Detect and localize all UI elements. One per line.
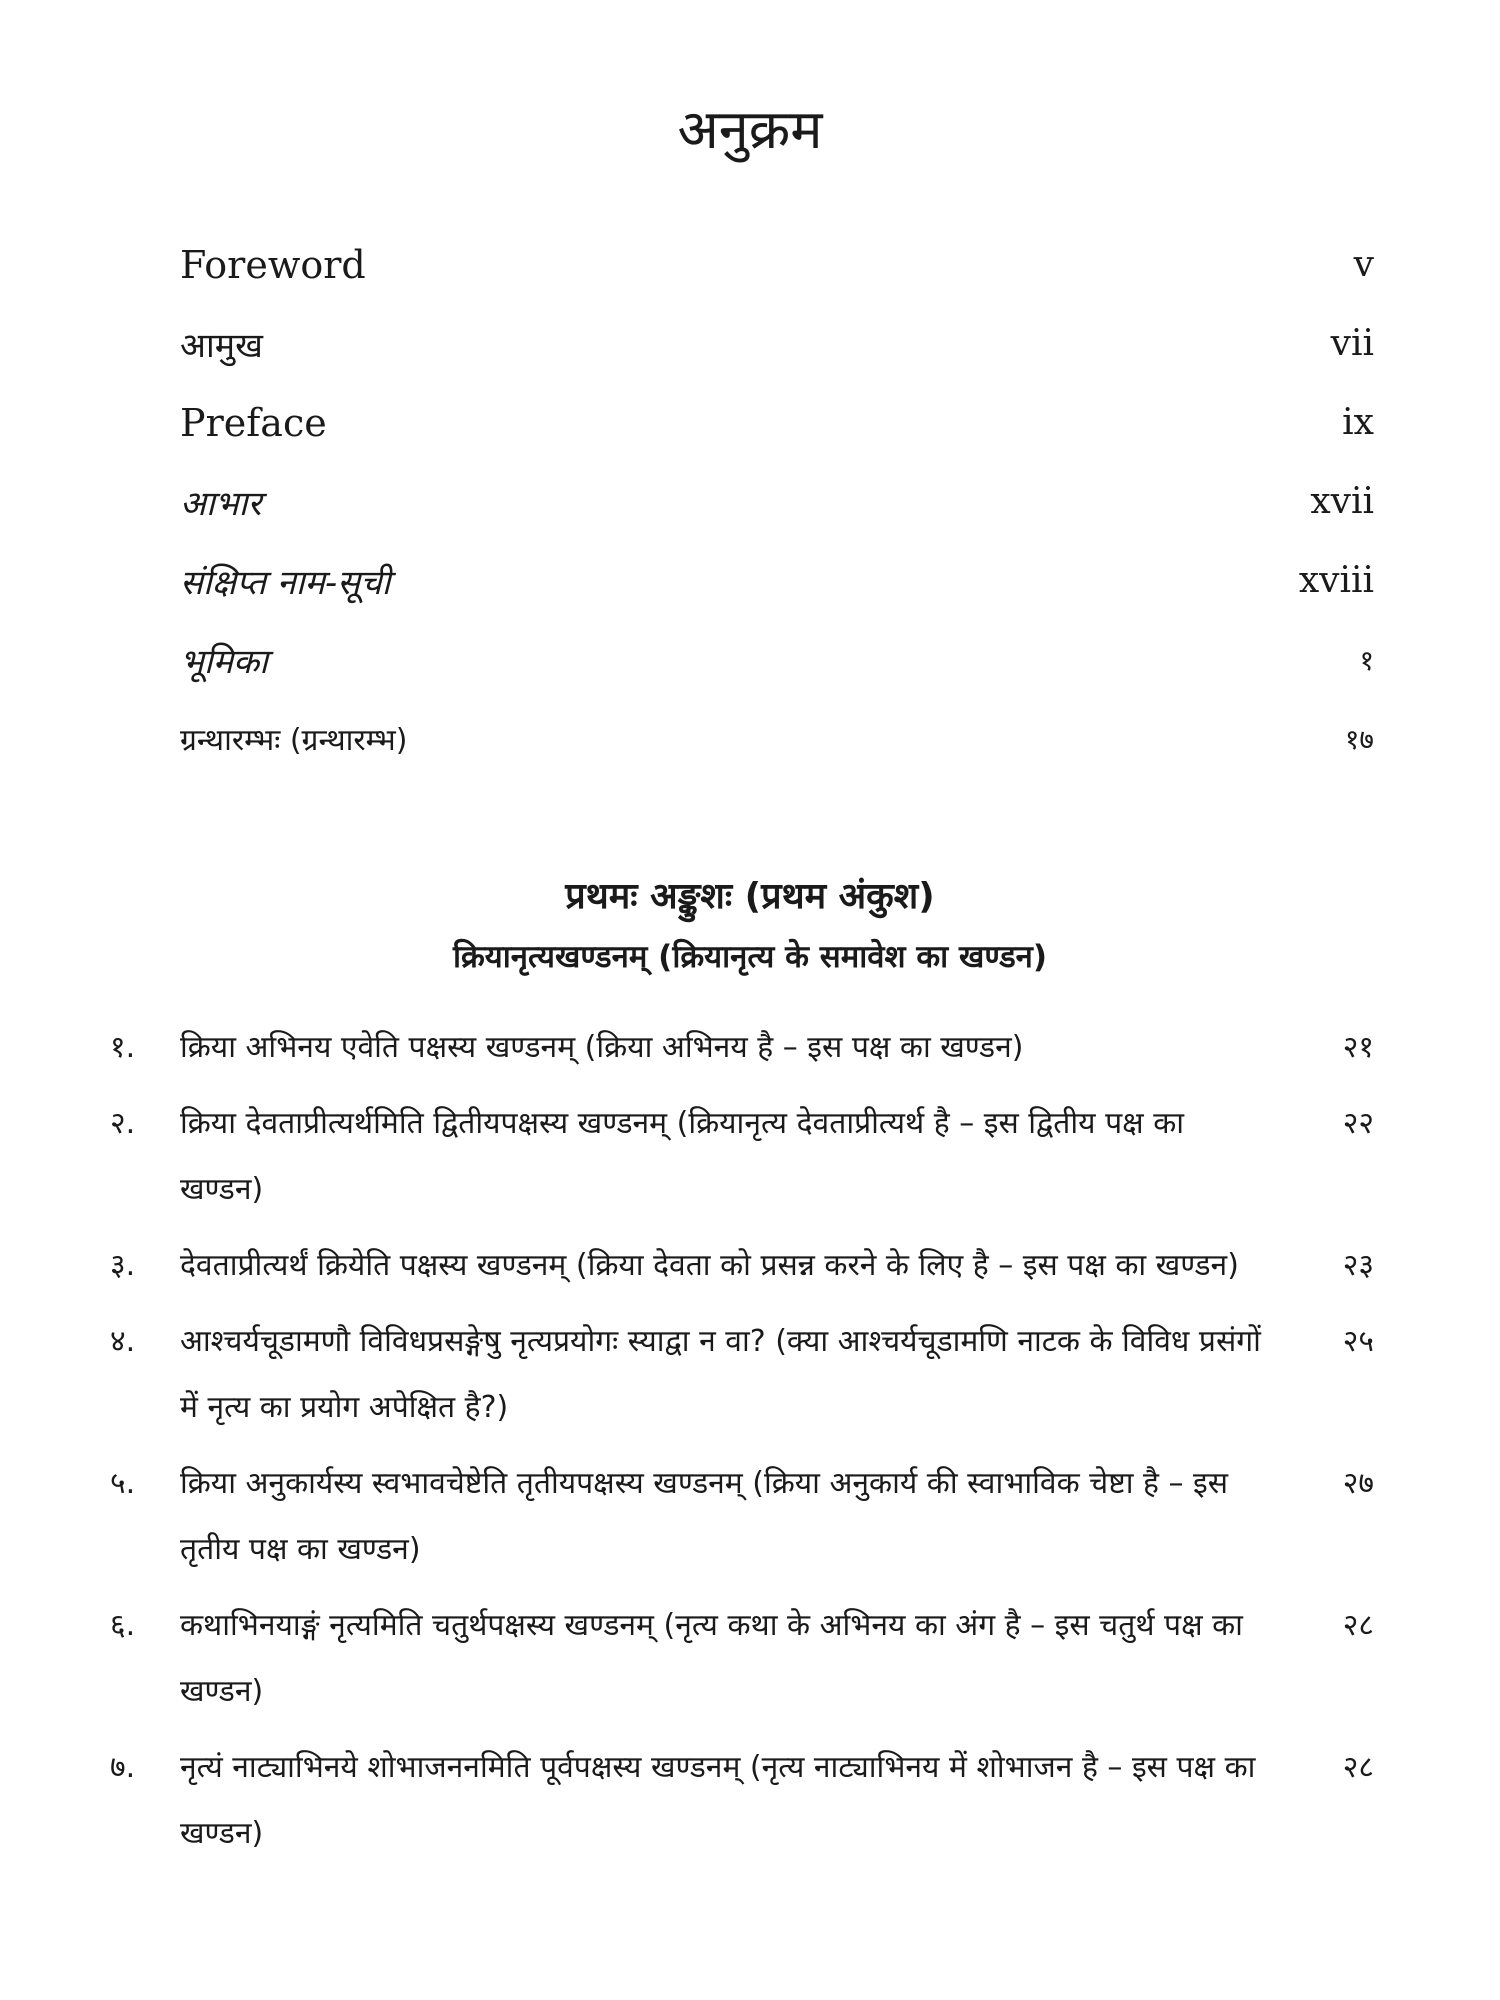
- toc-entry[interactable]: [180, 383, 1374, 462]
- chapter-title: कथाभिनयाङ्गं नृत्यमिति चतुर्थपक्षस्य खण्डनम् (नृत्य कथा के अभिनय का अंग है – इस चतुर्थ पक्ष का खण्डन): [180, 1608, 1243, 1709]
- toc-entry[interactable]: [180, 462, 1374, 541]
- toc-entry[interactable]: [180, 699, 1374, 778]
- toc-entry-label: भूमिका: [180, 641, 268, 682]
- toc-entry[interactable]: [180, 304, 1374, 383]
- chapter-number: ६.: [110, 1608, 136, 1643]
- toc-entry-label: Foreword: [180, 242, 366, 287]
- chapter-title: आश्चर्यचूडामणौ विविधप्रसङ्गेषु नृत्यप्रयोगः स्याद्वा न वा? (क्या आश्चर्यचूडामणि नाटक के विविध प्रसंगों में नृत्य का प्रयोग अपेक्षित है?): [180, 1324, 1261, 1425]
- chapter-list: [110, 1015, 1374, 1877]
- section-title: प्रथमः अङ्कुशः (प्रथम अंकुश): [565, 876, 935, 917]
- chapter-entry[interactable]: [110, 1233, 1374, 1299]
- toc-entry-label: आमुख: [180, 325, 263, 366]
- toc-entry[interactable]: [180, 225, 1374, 304]
- section-subtitle: क्रियानृत्यखण्डनम् (क्रियानृत्य के समावेश का खण्डन): [452, 939, 1048, 975]
- chapter-entry[interactable]: [110, 1593, 1374, 1725]
- chapter-page: २३: [1342, 1248, 1374, 1283]
- chapter-number: ७.: [110, 1750, 136, 1785]
- chapter-page: २२: [1342, 1106, 1374, 1141]
- toc-entry-label: आभार: [180, 483, 262, 524]
- front-matter-list: [180, 225, 1374, 778]
- chapter-number: ४.: [110, 1324, 136, 1359]
- toc-entry-page: ix: [1342, 402, 1374, 443]
- chapter-number: १.: [110, 1030, 136, 1065]
- chapter-entry[interactable]: [110, 1015, 1374, 1081]
- chapter-title: क्रिया अनुकार्यस्य स्वभावचेष्टेति तृतीयपक्षस्य खण्डनम् (क्रिया अनुकार्य की स्वाभाविक चेष्टा है – इस तृतीय पक्ष का खण्डन): [180, 1466, 1229, 1567]
- chapter-page: २७: [1342, 1466, 1374, 1501]
- chapter-page: २१: [1342, 1030, 1374, 1065]
- toc-entry-label: संक्षिप्त नाम-सूची: [180, 562, 391, 603]
- chapter-entry[interactable]: [110, 1091, 1374, 1223]
- chapter-page: २५: [1342, 1324, 1374, 1359]
- chapter-title: क्रिया देवताप्रीत्यर्थमिति द्वितीयपक्षस्य खण्डनम् (क्रियानृत्य देवताप्रीत्यर्थ है – इस द्वितीय पक्ष का खण्डन): [180, 1106, 1185, 1207]
- chapter-title: नृत्यं नाट्याभिनये शोभाजननमिति पूर्वपक्षस्य खण्डनम् (नृत्य नाट्याभिनय में शोभाजन है – इस पक्ष का खण्डन): [180, 1750, 1256, 1851]
- toc-entry[interactable]: [180, 541, 1374, 620]
- toc-entry-page: xvii: [1310, 481, 1374, 522]
- chapter-page: २८: [1342, 1608, 1374, 1643]
- chapter-page: २८: [1342, 1750, 1374, 1785]
- toc-entry-page: v: [1353, 244, 1374, 285]
- toc-entry-label: Preface: [180, 400, 327, 445]
- chapter-entry[interactable]: [110, 1735, 1374, 1867]
- chapter-number: ३.: [110, 1248, 136, 1283]
- toc-entry-page: १: [1359, 643, 1374, 677]
- toc-entry-label: ग्रन्थारम्भः (ग्रन्थारम्भ): [180, 723, 408, 758]
- chapter-entry[interactable]: [110, 1451, 1374, 1583]
- chapter-number: २.: [110, 1106, 136, 1141]
- toc-entry-page: xviii: [1298, 560, 1374, 601]
- toc-entry-page: vii: [1330, 323, 1374, 364]
- toc-entry[interactable]: [180, 620, 1374, 699]
- page-title: अनुक्रम: [677, 98, 823, 161]
- chapter-entry[interactable]: [110, 1309, 1374, 1441]
- chapter-title: देवताप्रीत्यर्थं क्रियेति पक्षस्य खण्डनम् (क्रिया देवता को प्रसन्न करने के लिए है – इस पक्ष का खण्डन): [180, 1248, 1239, 1283]
- toc-entry-page: १७: [1344, 722, 1374, 756]
- chapter-title: क्रिया अभिनय एवेति पक्षस्य खण्डनम् (क्रिया अभिनय है – इस पक्ष का खण्डन): [180, 1030, 1024, 1065]
- chapter-number: ५.: [110, 1466, 136, 1501]
